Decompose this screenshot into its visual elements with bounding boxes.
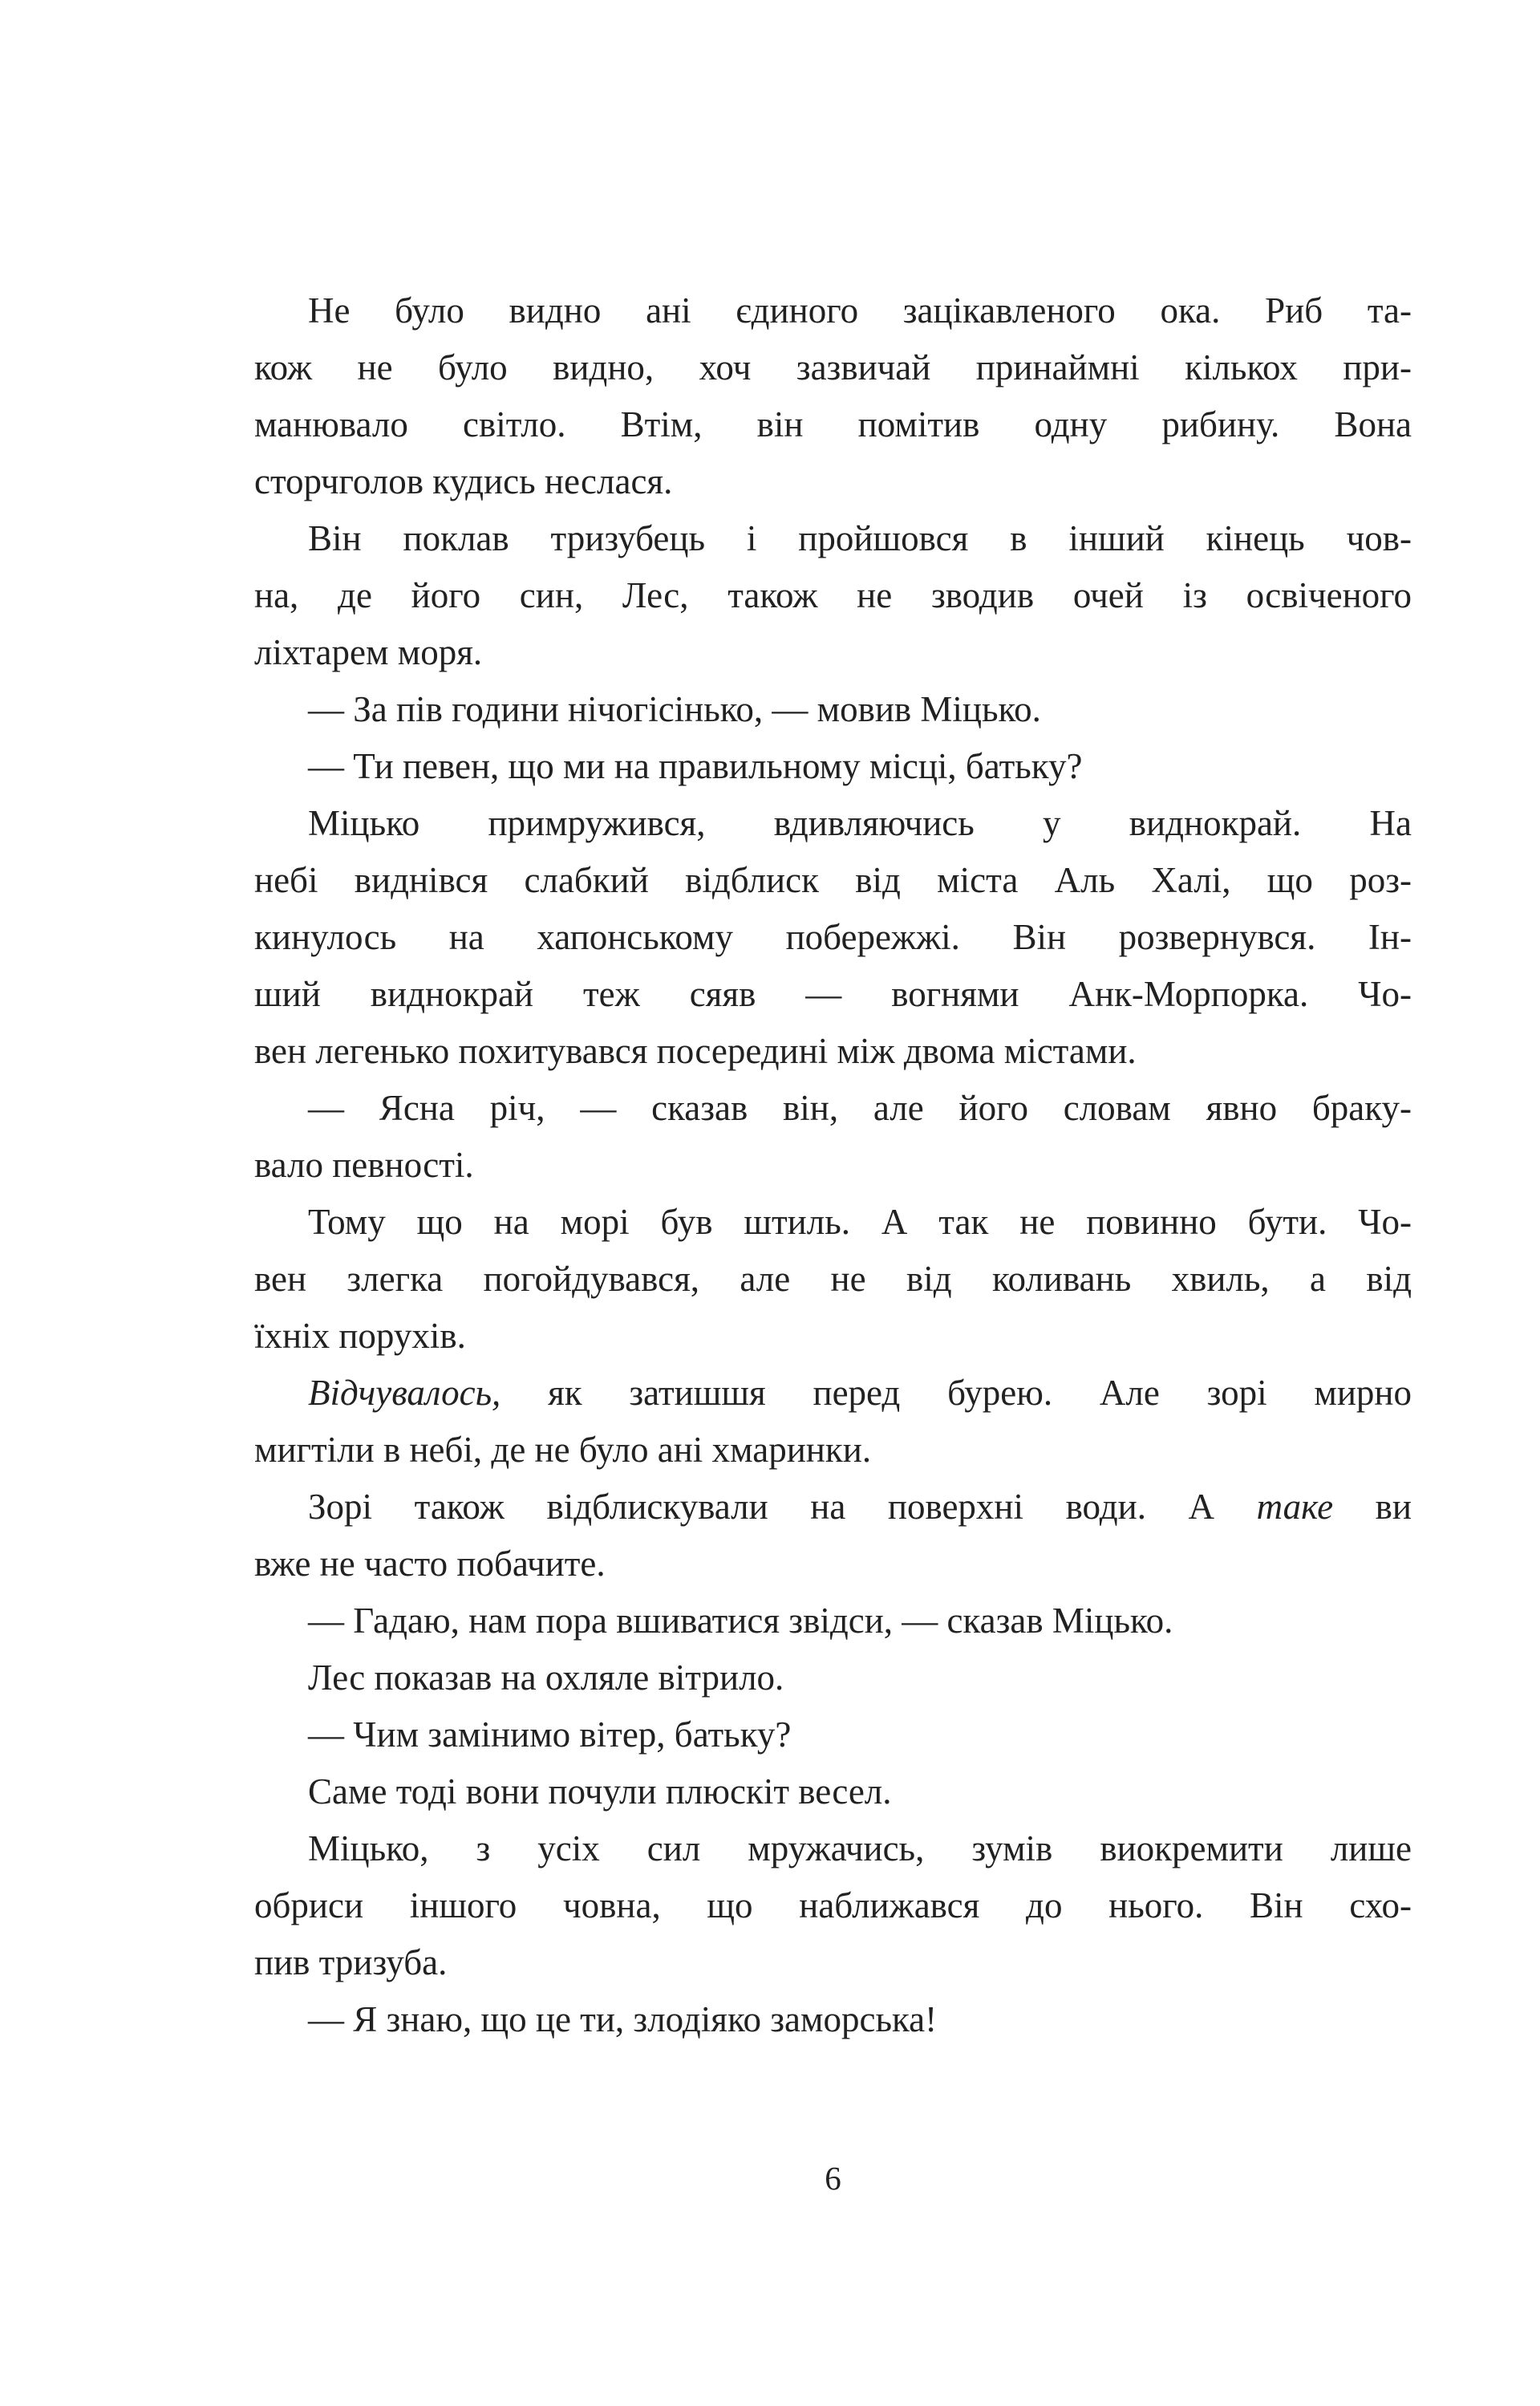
text-segment: вже не часто побачите. xyxy=(254,1544,606,1584)
text-segment: вен злегка погойдувався, але не від коливань хвиль, а від xyxy=(254,1259,1412,1299)
text-segment: Тому що на морі був штиль. А так не повинно бути. Чо- xyxy=(308,1202,1412,1242)
text-line xyxy=(254,1023,1412,1080)
text-line xyxy=(254,681,1412,738)
text-line xyxy=(254,1991,1412,2048)
text-segment: ший виднокрай теж сяяв — вогнями Анк-Морпорка. Чо- xyxy=(254,974,1412,1014)
text-segment: вен легенько похитувався посередині між двома містами. xyxy=(254,1031,1137,1071)
text-line xyxy=(254,339,1412,396)
text-line xyxy=(254,1194,1412,1251)
text-segment: Не було видно ані єдиного зацікавленого ока. Риб та- xyxy=(308,290,1412,331)
text-line xyxy=(254,1422,1412,1479)
text-segment: небі виднівся слабкий відблиск від міста Аль Халі, що роз- xyxy=(254,860,1412,900)
italic-text: таке xyxy=(1256,1487,1334,1527)
text-line xyxy=(254,795,1412,852)
text-line xyxy=(254,1137,1412,1194)
text-segment: — Чим замінимо вітер, батьку? xyxy=(308,1714,792,1755)
text-segment: Зорі також відблискували на поверхні води. А xyxy=(308,1487,1257,1527)
paragraph xyxy=(254,1649,1412,1706)
text-segment: ви xyxy=(1333,1487,1412,1527)
paragraph xyxy=(254,1194,1412,1365)
text-line xyxy=(254,567,1412,624)
text-segment: вало певності. xyxy=(254,1145,474,1185)
paragraph xyxy=(254,1763,1412,1820)
text-segment: на, де його син, Лес, також не зводив очей із освіченого xyxy=(254,575,1412,615)
text-segment: — Ти певен, що ми на правильному місці, батьку? xyxy=(308,746,1083,786)
text-line xyxy=(254,1479,1412,1536)
text-line xyxy=(254,852,1412,909)
paragraph xyxy=(254,1593,1412,1649)
text-line xyxy=(254,909,1412,966)
text-segment: сторчголов кудись неслася. xyxy=(254,461,673,501)
text-line xyxy=(254,1877,1412,1934)
text-segment: ліхтарем моря. xyxy=(254,632,483,672)
paragraph xyxy=(254,510,1412,681)
text-line xyxy=(254,453,1412,510)
text-line xyxy=(254,1365,1412,1422)
text-line xyxy=(254,1536,1412,1593)
text-line xyxy=(254,510,1412,567)
paragraph xyxy=(254,1706,1412,1763)
italic-text: Відчувалось, xyxy=(308,1373,501,1413)
page-number: 6 xyxy=(825,2160,841,2197)
text-line xyxy=(254,1308,1412,1365)
text-line xyxy=(254,396,1412,453)
paragraph xyxy=(254,1991,1412,2048)
text-line xyxy=(254,624,1412,681)
text-segment: пив тризуба. xyxy=(254,1942,448,1982)
paragraph xyxy=(254,1365,1412,1479)
text-line xyxy=(254,282,1412,339)
text-line xyxy=(254,1251,1412,1308)
paragraph xyxy=(254,1820,1412,1991)
text-segment: манювало світло. Втім, він помітив одну рибину. Вона xyxy=(254,404,1412,444)
text-segment: мигтіли в небі, де не було ані хмаринки. xyxy=(254,1430,872,1470)
text-line xyxy=(254,738,1412,795)
text-segment: — Гадаю, нам пора вшиватися звідси, — сказав Міцько. xyxy=(308,1601,1173,1641)
text-segment: Саме тоді вони почули плюскіт весел. xyxy=(308,1771,892,1812)
paragraph xyxy=(254,1479,1412,1593)
text-segment: Міцько, з усіх сил мружачись, зумів виокремити лише xyxy=(308,1828,1412,1868)
text-segment: кинулось на хапонському побережжі. Він розвернувся. Ін- xyxy=(254,917,1412,957)
text-line xyxy=(254,966,1412,1023)
text-segment: обриси іншого човна, що наближався до нього. Він схо- xyxy=(254,1885,1412,1925)
text-line xyxy=(254,1706,1412,1763)
text-line xyxy=(254,1593,1412,1649)
text-block xyxy=(254,282,1412,2048)
text-segment: Він поклав тризубець і пройшовся в інший кінець чов- xyxy=(308,518,1412,558)
paragraph xyxy=(254,282,1412,510)
text-segment: — Ясна річ, — сказав він, але його словам явно браку- xyxy=(308,1088,1412,1128)
text-segment: Лес показав на охляле вітрило. xyxy=(308,1657,784,1698)
paragraph xyxy=(254,681,1412,738)
text-segment: Міцько примружився, вдивляючись у виднокрай. На xyxy=(308,803,1412,843)
text-segment: кож не було видно, хоч зазвичай принаймні кількох при- xyxy=(254,347,1412,387)
text-segment: — За пів години нічогісінько, — мовив Міцько. xyxy=(308,689,1041,729)
text-line xyxy=(254,1934,1412,1991)
text-line xyxy=(254,1820,1412,1877)
text-line xyxy=(254,1763,1412,1820)
paragraph xyxy=(254,795,1412,1080)
text-line xyxy=(254,1080,1412,1137)
text-segment: їхніх порухів. xyxy=(254,1316,466,1356)
text-line xyxy=(254,1649,1412,1706)
text-segment: — Я знаю, що це ти, злодіяко заморська! xyxy=(308,1999,938,2039)
paragraph xyxy=(254,1080,1412,1194)
text-segment: як затишшя перед бурею. Але зорі мирно xyxy=(500,1373,1412,1413)
paragraph xyxy=(254,738,1412,795)
